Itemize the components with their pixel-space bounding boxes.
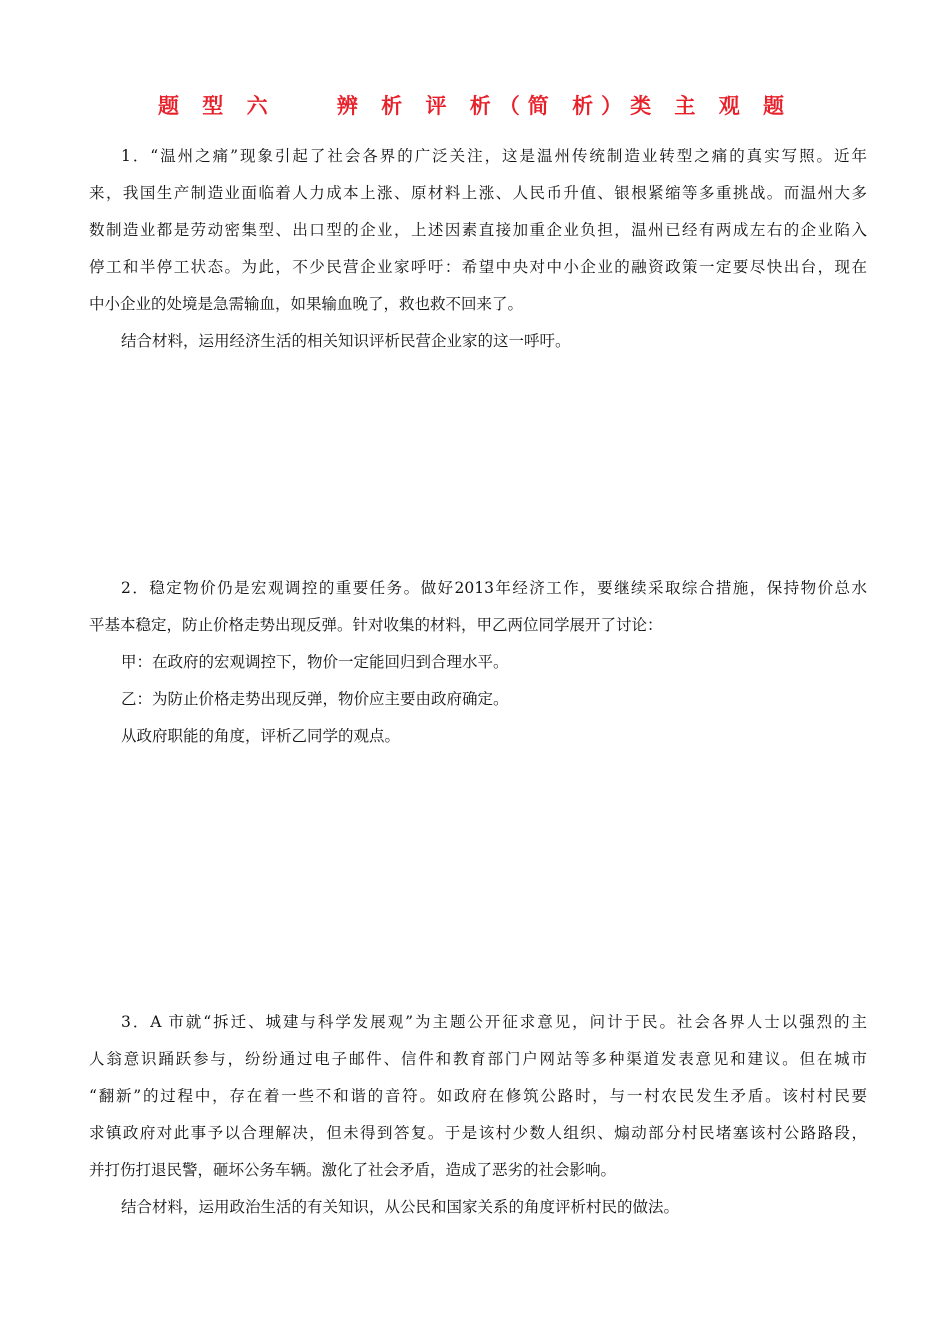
statement-yi: 乙：为防止价格走势出现反弹，物价应主要由政府确定。 — [121, 690, 509, 708]
question-text-line: 3．A 市就“拆迁、城建与科学发展观”为主题公开征求意见，问计于民。社会各界人士以强烈的主 — [121, 1013, 867, 1031]
statement-jia: 甲：在政府的宏观调控下，物价一定能回归到合理水平。 — [121, 653, 509, 671]
question-3 — [89, 1004, 867, 1226]
page-title: 题 型 六 辨 析 评 析（简 析）类 主 观 题 — [157, 94, 793, 118]
question-text-line: 并打伤打退民警，砸坏公务车辆。激化了社会矛盾，造成了恶劣的社会影响。 — [89, 1161, 617, 1179]
question-text-line: 数制造业都是劳动密集型、出口型的企业，上述因素直接加重企业负担，温州已经有两成左右的企业陷入 — [89, 221, 867, 239]
question-prompt: 结合材料，运用经济生活的相关知识评析民营企业家的这一呼吁。 — [121, 332, 571, 350]
question-text-line: 求镇政府对此事予以合理解决，但未得到答复。于是该村少数人组织、煽动部分村民堵塞该村公路路段， — [89, 1124, 867, 1142]
question-text-line: 来，我国生产制造业面临着人力成本上涨、原材料上涨、人民币升值、银根紧缩等多重挑战。而温州大多 — [89, 184, 867, 202]
question-prompt: 结合材料，运用政治生活的有关知识，从公民和国家关系的角度评析村民的做法。 — [121, 1198, 680, 1216]
question-prompt: 从政府职能的角度，评析乙同学的观点。 — [121, 727, 401, 745]
question-text-line: 中小企业的处境是急需输血，如果输血晚了，救也救不回来了。 — [89, 295, 524, 313]
question-text-line: 平基本稳定，防止价格走势出现反弹。针对收集的材料，甲乙两位同学展开了讨论： — [89, 616, 663, 634]
question-2 — [89, 570, 867, 755]
question-text-line: 人翁意识踊跃参与，纷纷通过电子邮件、信件和教育部门户网站等多种渠道发表意见和建议。但在城市 — [89, 1050, 867, 1068]
question-text-line: 1．“温州之痛”现象引起了社会各界的广泛关注，这是温州传统制造业转型之痛的真实写照。近年 — [121, 147, 867, 165]
question-text-line: 2．稳定物价仍是宏观调控的重要任务。做好2013年经济工作，要继续采取综合措施，保持物价总水 — [121, 579, 867, 597]
question-text-line: 停工和半停工状态。为此，不少民营企业家呼吁：希望中央对中小企业的融资政策一定要尽快出台，现在 — [89, 258, 867, 276]
question-text-line: “翻新”的过程中，存在着一些不和谐的音符。如政府在修筑公路时，与一村农民发生矛盾。该村村民要 — [89, 1087, 867, 1105]
question-1 — [89, 138, 867, 360]
